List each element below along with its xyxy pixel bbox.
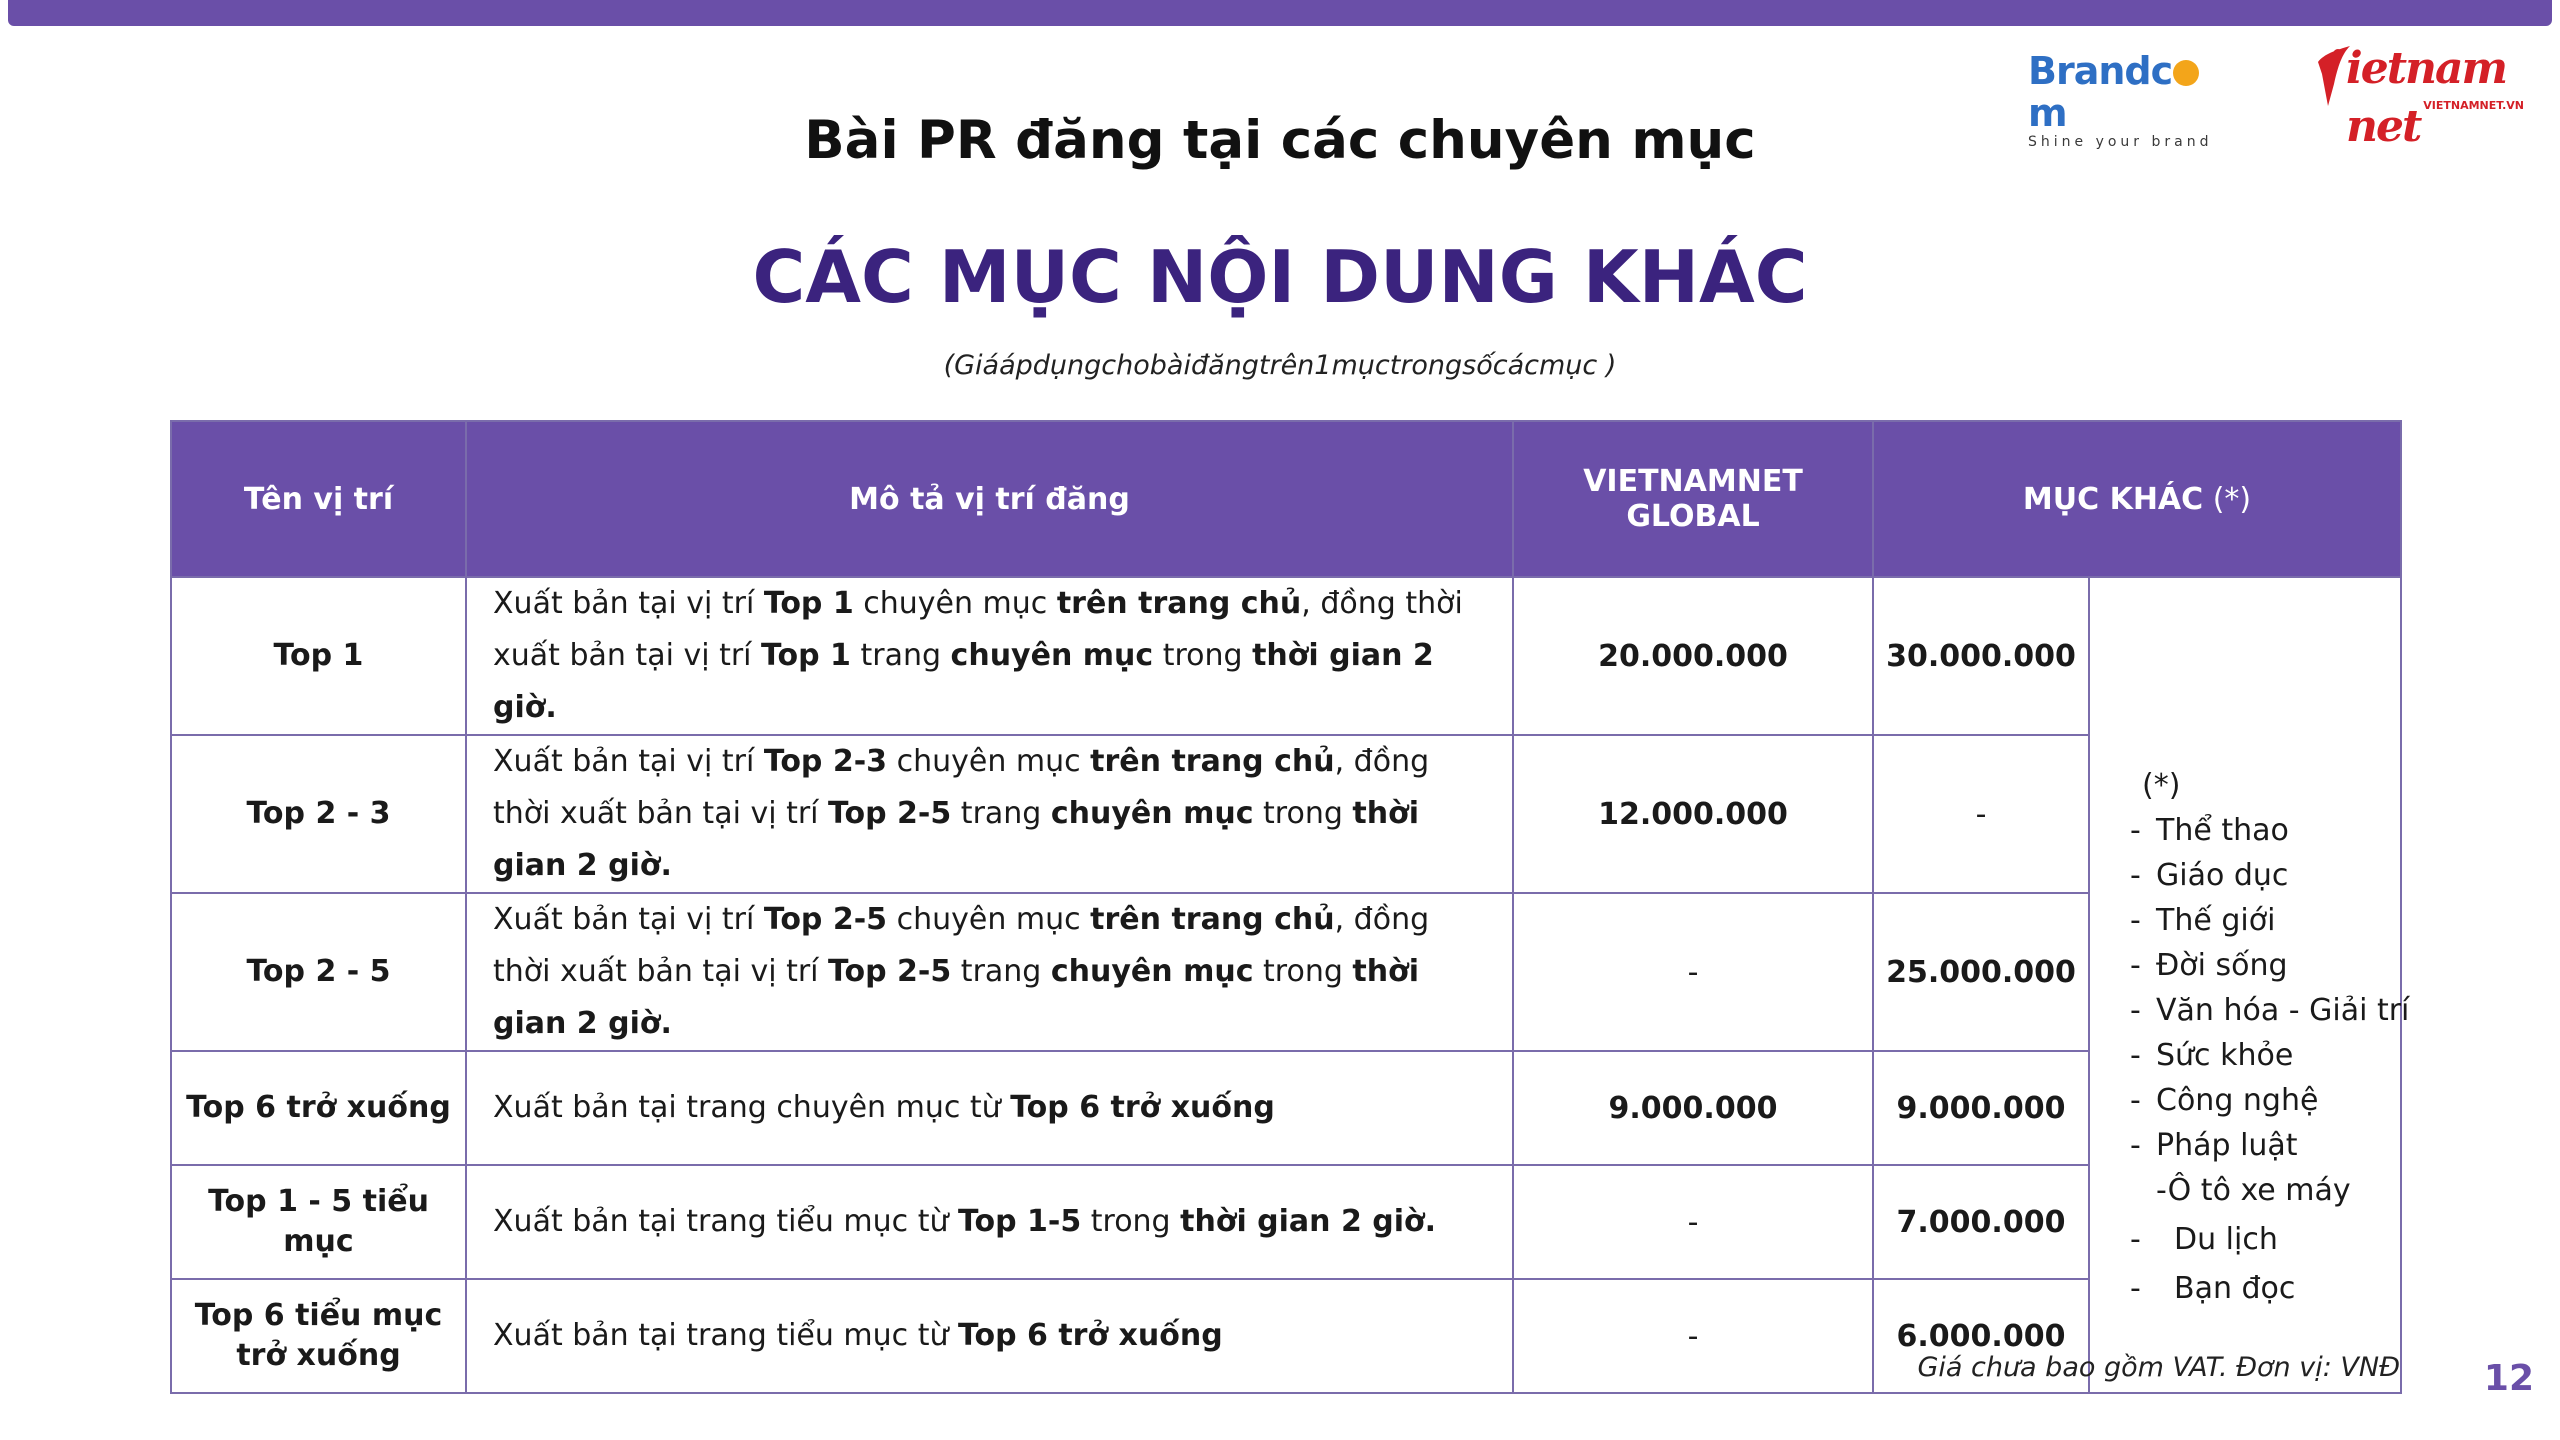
global-price-cell: 20.000.000 [1513,577,1873,735]
description-cell: Xuất bản tại vị trí Top 2-3 chuyên mục trên trang chủ, đồng thời xuất bản tại vị trí Top 2-5 trang chuyên mục trong thời gian 2 giờ. [466,735,1513,893]
category-item: - Thế giới [2130,902,2276,938]
description-cell: Xuất bản tại trang tiểu mục từ Top 6 trở xuống [466,1279,1513,1393]
global-price-cell: 9.000.000 [1513,1051,1873,1165]
table-row [171,893,2401,1051]
price-footnote: Giá chưa bao gồm VAT. Đơn vị: VNĐ [1917,1352,2400,1383]
brandcom-logo: Brandcm Shine your brand [2028,49,2213,150]
category-item: - Sức khỏe [2130,1037,2294,1073]
global-price-cell: - [1513,1165,1873,1279]
col-header-other: MỤC KHÁC (*) [1873,421,2401,577]
col-header-position: Tên vị trí [171,421,466,577]
col-header-global: VIETNAMNET GLOBAL [1513,421,1873,577]
category-item: - Du lịch [2130,1221,2278,1257]
position-cell: Top 1 [171,577,466,735]
other-price-cell: 9.000.000 [1873,1051,2089,1165]
other-price-cell: 7.000.000 [1873,1165,2089,1279]
category-list-cell [2089,577,2410,1393]
position-cell: Top 1 - 5 tiểu mục [171,1165,466,1279]
pricing-note: (Giáápdụngchobàiđăngtrên1mụctrongsốcácmục ) [943,350,1617,381]
table-row [171,577,2401,735]
table-header-row [171,421,2401,577]
other-price-cell: 6.000.000 [1873,1279,2089,1393]
position-cell: Top 6 tiểu mục trở xuống [171,1279,466,1393]
description-cell: Xuất bản tại vị trí Top 2-5 chuyên mục trên trang chủ, đồng thời xuất bản tại vị trí Top 2-5 trang chuyên mục trong thời gian 2 giờ. [466,893,1513,1051]
table-row [171,1165,2401,1279]
table-row [171,1051,2401,1165]
table-row [171,735,2401,893]
category-item: - Bạn đọc [2130,1270,2296,1306]
page-title: Bài PR đăng tại các chuyên mục [804,110,1756,171]
vietnamnet-logo: ietnam net VIETNAMNET.VN [2314,40,2530,122]
category-item: - Công nghệ [2130,1082,2319,1118]
pricing-table [170,420,2410,1394]
brandcom-logo-dot [2173,60,2199,86]
position-cell: Top 6 trở xuống [171,1051,466,1165]
description-cell: Xuất bản tại trang tiểu mục từ Top 1-5 trong thời gian 2 giờ. [466,1165,1513,1279]
category-item: - Đời sống [2130,947,2288,983]
category-note-marker: (*) [2142,767,2181,803]
global-price-cell: - [1513,1279,1873,1393]
global-price-cell: 12.000.000 [1513,735,1873,893]
other-price-cell: 30.000.000 [1873,577,2089,735]
category-item: - Thể thao [2130,812,2289,848]
position-cell: Top 2 - 5 [171,893,466,1051]
global-price-cell: - [1513,893,1873,1051]
category-item: - Giáo dục [2130,857,2289,893]
top-accent-bar [8,0,2552,26]
page-number: 12 [2483,1358,2534,1399]
col-header-description: Mô tả vị trí đăng [466,421,1513,577]
other-price-cell: - [1873,735,2089,893]
position-cell: Top 2 - 3 [171,735,466,893]
category-item: -Ô tô xe máy [2156,1172,2351,1208]
section-heading: CÁC MỤC NỘI DUNG KHÁC [752,235,1808,319]
category-item: - Văn hóa - Giải trí [2130,992,2410,1028]
description-cell: Xuất bản tại vị trí Top 1 chuyên mục trên trang chủ, đồng thời xuất bản tại vị trí Top 1 trang chuyên mục trong thời gian 2 giờ. [466,577,1513,735]
category-item: - Pháp luật [2130,1127,2298,1163]
other-price-cell: 25.000.000 [1873,893,2089,1051]
description-cell: Xuất bản tại trang chuyên mục từ Top 6 trở xuống [466,1051,1513,1165]
